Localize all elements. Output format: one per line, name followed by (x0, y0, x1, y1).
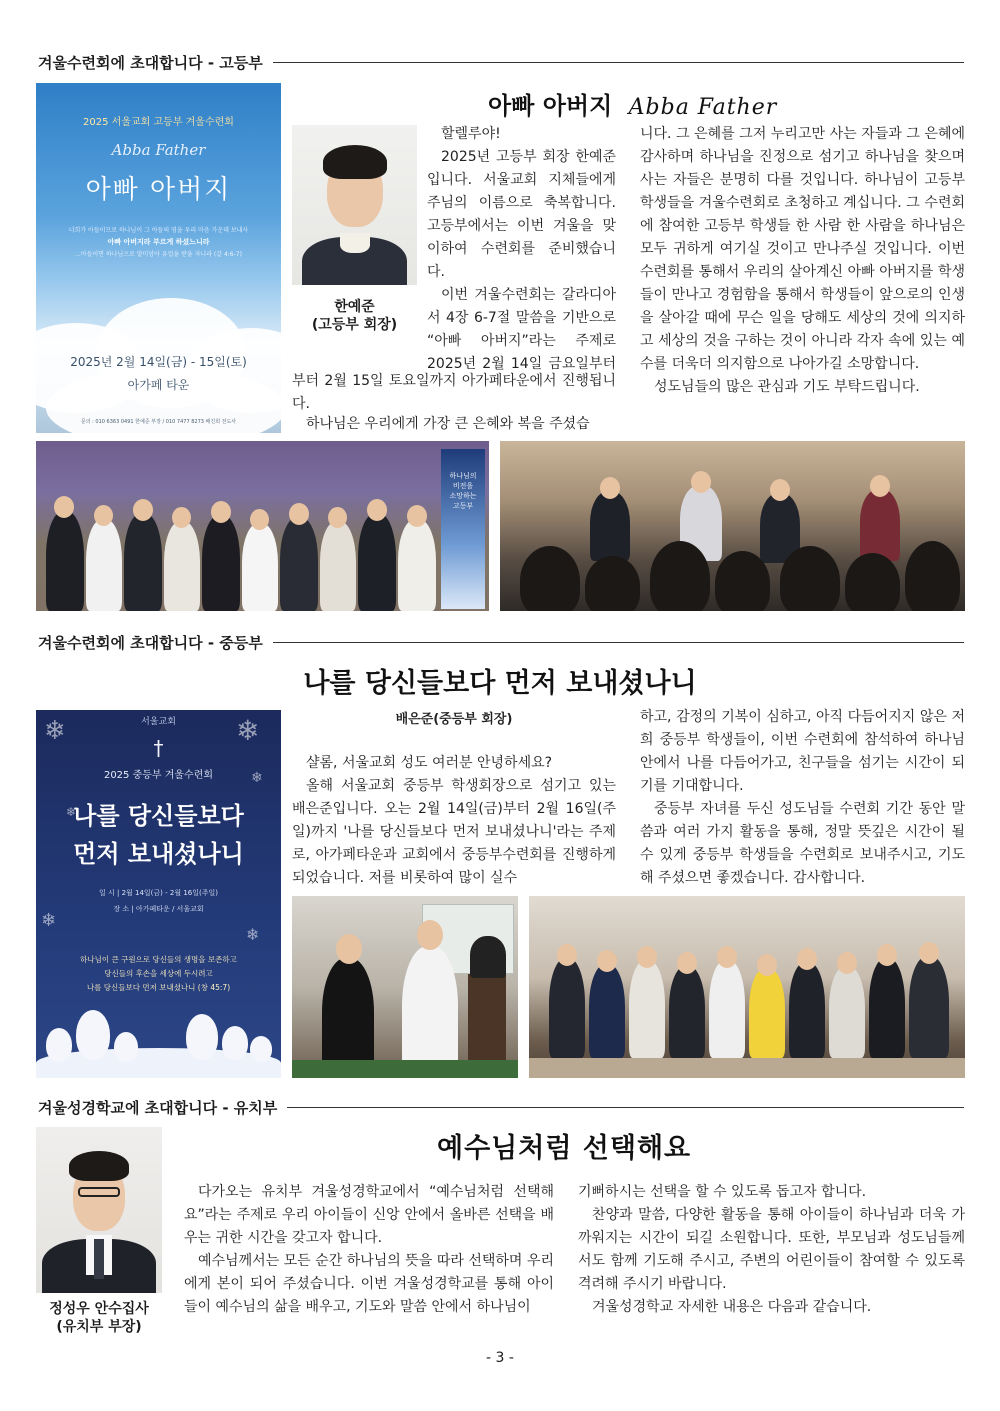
article-title-high (488, 86, 777, 121)
paragraph: 다가오는 유치부 겨울성경학교에서 “예수님처럼 선택해요”라는 주제로 우리 아이들이 신앙 안에서 올바른 선택을 배우는 귀한 시간을 갖고자 합니다. (184, 1184, 554, 1246)
section-divider (273, 642, 964, 643)
poster-place-line: 장 소 | 아가페타운 / 서울교회 (113, 905, 204, 913)
section-header-label: 겨울수련회에 초대합니다 - 중등부 (38, 633, 263, 652)
paragraph-text: 샬롬, 서울교회 성도 여러분 안녕하세요? (306, 755, 553, 771)
section-header-middle (38, 630, 964, 654)
high-president-caption (292, 298, 417, 334)
paragraph: 할렐루야! (441, 126, 501, 142)
article-title-text: 아빠 아버지 (488, 92, 613, 120)
poster-church-line: 2025 서울교회 고등부 겨울수련회 (83, 117, 234, 128)
banner-line4: 고등부 (452, 502, 474, 510)
high-text-col1-wrap (427, 146, 616, 376)
poster-place: 아가페 타운 (127, 378, 190, 392)
paragraph: 중등부 자녀를 두신 성도님들 수련회 기간 동안 말씀과 여러 가지 활동을 통해, 정말 뜻깊은 시간이 될 수 있게 중등부 학생들을 수련회로 보내주시고, 기도해 주셨으면 좋겠습니다. 감사합니다. (640, 801, 965, 886)
poster-script-title: Abba Father (111, 141, 206, 159)
kinder-head-caption (36, 1300, 162, 1336)
caption-name: 정성우 안수집사 (49, 1301, 149, 1317)
high-text-col1-last (292, 413, 616, 436)
high-text-col1-top (427, 123, 616, 146)
poster-date: 2025년 2월 14일(금) - 15일(토) (70, 355, 247, 369)
middle-text-col2 (640, 706, 965, 890)
kinder-head-photo (36, 1127, 162, 1293)
article-title-kinder: 예수님처럼 선택해요 (437, 1133, 692, 1164)
poster-main-title: 아빠 아버지 (85, 175, 232, 205)
paragraph (292, 775, 616, 890)
middle-byline: 배은준(중등부 회장) (395, 712, 513, 727)
article-title-middle: 나를 당신들보다 먼저 보내셨나니 (303, 668, 697, 699)
kinder-text-col2 (578, 1181, 965, 1319)
poster-year-line: 2025 중등부 겨울수련회 (103, 770, 214, 781)
high-group-photo-2 (500, 441, 965, 611)
high-text-col1-bottom (292, 370, 616, 416)
section-divider (273, 62, 964, 63)
poster-main-title-2: 먼저 보내셨나니 (73, 840, 244, 868)
poster-verse-line3: 나를 당신들보다 먼저 보내셨나니 (창 45:7) (86, 983, 231, 992)
caption-name: 한예준 (334, 299, 375, 315)
paragraph: 찬양과 말씀, 다양한 활동을 통해 아이들이 하나님과 더욱 가까워지는 시간이 되길 소원합니다. 또한, 부모님과 성도님들께서도 함께 기도해 주시고, 주변의 어린이들이 참여할 수 있도록 격려해 주시기 바랍니다. (578, 1207, 965, 1292)
high-president-photo (292, 125, 417, 285)
middle-text-col1 (292, 752, 616, 890)
poster-verse-line1: 하나님이 큰 구원으로 당신들의 생명을 보존하고 (80, 955, 237, 964)
paragraph-text: 올해 서울교회 중등부 학생회장으로 섬기고 있는 배은준입니다. 오는 2월 14일(금)부터 2월 16일(주일)까지 '나를 당신들보다 먼저 보내셨나니'라는 주제로, 아가페타운과 교회에서 중등부수련회를 진행하게 되었습니다. 저를 비롯하여 많이 실수 (292, 778, 616, 886)
section-divider (287, 1107, 964, 1108)
caption-role: (고등부 회장) (311, 317, 398, 333)
poster-date-line: 일 시 | 2월 14일(금) - 2월 16일(주일) (99, 889, 218, 897)
paragraph: 성도님들의 많은 관심과 기도 부탁드립니다. (654, 379, 920, 395)
article-title-script: Abba Father (628, 95, 778, 120)
high-text-col2 (640, 123, 965, 399)
banner-line1: 하나님의 (449, 472, 477, 480)
paragraph: 하나님은 우리에게 가장 큰 은혜와 복을 주셨습 (306, 416, 590, 432)
section-header-kinder (38, 1095, 964, 1119)
section-header-label: 겨울수련회에 초대합니다 - 고등부 (38, 53, 263, 72)
poster-verse-line1: 너희가 아들이므로 하나님이 그 아들의 영을 우리 마음 가운데 보내사 (68, 227, 249, 234)
paragraph: 하고, 감정의 기복이 심하고, 아직 다듬어지지 않은 저희 중등부 학생들이, 이번 수련회에 참석하여 하나님 안에서 나를 다듬어가고, 친구들을 섬기는 시간이 되기를 기대합니다. (640, 709, 965, 794)
poster-verse-line2: 아빠 아버지라 부르게 하셨느니라 (107, 238, 210, 246)
high-poster (36, 83, 281, 433)
paragraph (292, 752, 616, 775)
paragraph-continued: 부터 2월 15일 토요일까지 아가페타운에서 진행됩니다. (292, 373, 616, 412)
paragraph: 기뻐하시는 선택을 할 수 있도록 돕고자 합니다. (578, 1184, 867, 1200)
poster-contact: 문의 : 010 6363 0491 한예준 부장 / 010 7477 8273 배진희 전도사 (80, 419, 237, 425)
banner-line2: 비전을 (452, 482, 474, 490)
page-number: - 3 - (486, 1350, 514, 1366)
paragraph: 겨울성경학교 자세한 내용은 다음과 같습니다. (592, 1299, 872, 1315)
paragraph: 2025년 고등부 회장 한예준입니다. 서울교회 지체들에게 주님의 이름으로 축복합니다. 고등부에서는 이번 겨울을 맞이하여 수련회를 준비했습니다. (427, 149, 616, 280)
high-group-photo-1 (36, 441, 489, 611)
middle-poster: ❄ ❄ ❄ ❄ ❄ ❄ 서울교회 † 2025 중등부 겨울수련회 나를 당신들보다 먼저 보내셨나니 일 시 | 2월 14일(금) - 2월 16일(주일) 장 소 | 아가페타운 / 서울교회 하나님이 큰 구원으로 당신들의 생명을 보존하고 당신들의 후손을 세상에 두시려고 나를 당신들보다 먼저 보내셨나니 (창 45:7) (36, 710, 281, 1078)
section-header-label: 겨울성경학교에 초대합니다 - 유치부 (38, 1098, 278, 1117)
poster-verse-line3: ...아들이면 하나님으로 말미암아 유업을 받을 자니라 (갈 4:6-7) (75, 251, 242, 258)
poster-church-line: 서울교회 (141, 717, 176, 727)
caption-role: (유치부 부장) (56, 1319, 142, 1335)
paragraph: 이번 겨울수련회는 갈라디아서 4장 6-7절 말씀을 기반으로 “아빠 아버지”라는 주제로 2025년 2월 14일 금요일부터 (427, 287, 616, 372)
kinder-text-col1 (184, 1181, 554, 1319)
poster-main-title-1: 나를 당신들보다 (73, 802, 244, 830)
paragraph: 니다. 그 은혜를 그저 누리고만 사는 자들과 그 은혜에 감사하며 하나님을 진정으로 섬기고 하나님을 찾으며 사는 자들은 분명히 다를 것입니다. 하나님이 고등부 학생들을 겨울수련회로 초청하고 계십니다. 그 수련회에 참여한 고등부 학생들 한 사람 한 사람을 하나님은 모두 귀하게 여기실 것이고 만나주실 것입니다. 이번 수련회를 통해서 우리의 살아계신 아빠 아버지를 학생들이 만나고 경험함을 통해서 학생들이 앞으로의 인생을 살아갈 때에 무슨 일을 당해도 세상의 것에 의지하고 세상의 것을 구하는 것이 아니라 각자 속에 있는 예수를 더욱더 의지함으로 나아가길 소망합니다. (640, 126, 965, 372)
section-header-high (38, 50, 964, 74)
middle-group-photo (529, 896, 965, 1078)
poster-verse-line2: 당신들의 후손을 세상에 두시려고 (104, 969, 213, 978)
banner-line3: 소망하는 (449, 492, 477, 500)
middle-photo-award (292, 896, 518, 1078)
paragraph: 예수님께서는 모든 순간 하나님의 뜻을 따라 선택하며 우리에게 본이 되어 주셨습니다. 이번 겨울성경학교를 통해 아이들이 예수님의 삶을 배우고, 기도와 말씀 안에서 하나님이 (184, 1253, 554, 1315)
